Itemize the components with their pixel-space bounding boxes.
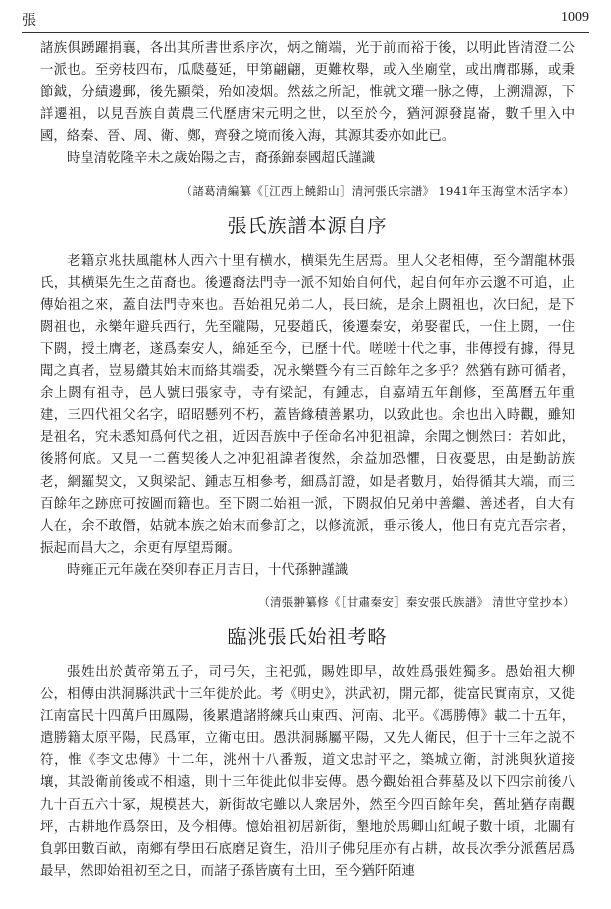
page-content xyxy=(40,38,575,883)
header-surname: 張 xyxy=(22,13,36,29)
section3-paragraph: 張姓出於黃帝第五子，司弓矢，主祀弧，賜姓即早，故姓爲張姓獨多。愚始祖大柳公，相傳由洪洞縣洪武十三年徙於此。考《明史》，洪武初，開元都，徙富民實南京，又徙江南富民十四萬戶田鳳陽，後累遣諸將練兵山東西、河南、北平。《馮勝傳》載二十五年，遣勝籍太原平陽，民爲軍，立衛屯田。愚洪洞縣屬平陽，又先人衛民，但于十三年之説不符，惟《李文忠傳》十二年，洮州十八番叛，道文忠討平之，築城立衛，討洮與狄道接壤，其設衛前後或不相遠，則十三年徙此似非妄傳。愚今觀始祖合葬墓及以下四宗前後八九十百五六十冢，規模甚大，新街故宅雖以人衆居外，然至今四百餘年矣，舊址猶存南觀坪，古耕地作爲祭田，及今相傳。憶始祖初居新街，墾地於馬卿山紅峴子數十頃，北關有負郭田數百畝，南鄉有學田石底磨足資生，沿川子佛兒厓亦有占耕，故長次季分派舊居爲最早，然即始祖初至之日，而諸子孫皆廣有土田，至今猶阡陌連 xyxy=(40,664,575,879)
section3-title: 臨洮張氏始祖考略 xyxy=(227,625,388,648)
section2-title: 張氏族譜本源自序 xyxy=(227,214,388,237)
section1-signature: 時皇清乾隆辛未之歲始陽之吉，裔孫錦泰國超氏謹識 xyxy=(67,151,375,167)
source-citation-1: （諸葛清編纂《［江西上饒鉛山］清河張氏宗譜》 1941年玉海堂木活字本） xyxy=(180,183,575,198)
page-number: 1009 xyxy=(561,10,589,25)
section2-signature: 時雍正元年歲在癸卯春正月吉日，十代孫翀謹識 xyxy=(67,562,349,578)
page-header xyxy=(22,10,589,33)
section2-paragraph: 老籍京兆扶風龍林人西六十里有横水，横渠先生居焉。里人父老相傳，至今謂龍林張氏，其横渠先生之苗裔也。後遷裔法門寺一派不知始自何代，起自何年亦云邈不可追，止傳始祖之來，蓋自法門寺來也。吾始祖兄弟二人，長曰統，是余上閼祖也，次曰紀，是下閼祖也，永樂年避兵西行，先至隴陽，兄娶趙氏，後遷秦安，弟娶翟氏，一住上閼，一住下閼，授土膺老，遂爲秦安人，綿延至今，已歷十代。嗟嗟十代之事，非傳授有據，得見聞之真者，豈易纘其始末而絡其端委，况永樂暨今有三百餘年之多乎？然猶有跡可循者，余上閼有祖寺，邑人號曰張家寺，寺有梁記，有鍾志，自嘉靖五年創修，至萬曆五年重建，三四代祖父名字，昭昭懸列不朽，蓋皆緣積善累功，以致此也。余也出入時觀，雖知是祖名，究未悉知爲何代之祖，近因吾族中子侄命名冲犯祖諱，余聞之惻然曰：若如此，後將何底。又見一二舊契後人之冲犯祖諱者復然，余益加恐懼，日夜憂思，由是勤訪族老，網羅契文，又與梁記、鍾志互相參考，細爲訂證，如是者數月，始得循其大端，而三百餘年之跡庶可按圖而籍也。至下閼二始祖一派，下閼叔伯兄弟中善繼、善述者，自大有人在，余不敢僭，姑就本族之始末而參訂之，以修流派，垂示後人，他日有克亢吾宗者，振起而昌大之，余更有厚望焉爾。 xyxy=(40,253,575,556)
section1-paragraph: 諸族俱踴躍捐襄，各出其所書世系序次，炳之簡端，光于前而裕于後，以明此皆清澄二公一派也。至旁枝四布，瓜瓞蔓延，甲第翩翩，更難枚舉，或入坐廟堂，或出膺郡縣，或秉節鉞，分績邊郵，後先顯榮，殆如凌烟。然兹之所記，惟就文瓘一脉之傳，上溯淵源，下詳遷祖，以見吾族自黃農三代歷唐宋元明之世，以至於今，猶河源發崑崙，數千里入中國，絡秦、晉、周、衛、鄭，齊發之境而後入海，其源其委亦如此已。 xyxy=(40,41,575,145)
source-citation-2: （清張翀纂修《［甘肅秦安］秦安張氏族譜》 清世守堂抄本） xyxy=(258,594,575,609)
